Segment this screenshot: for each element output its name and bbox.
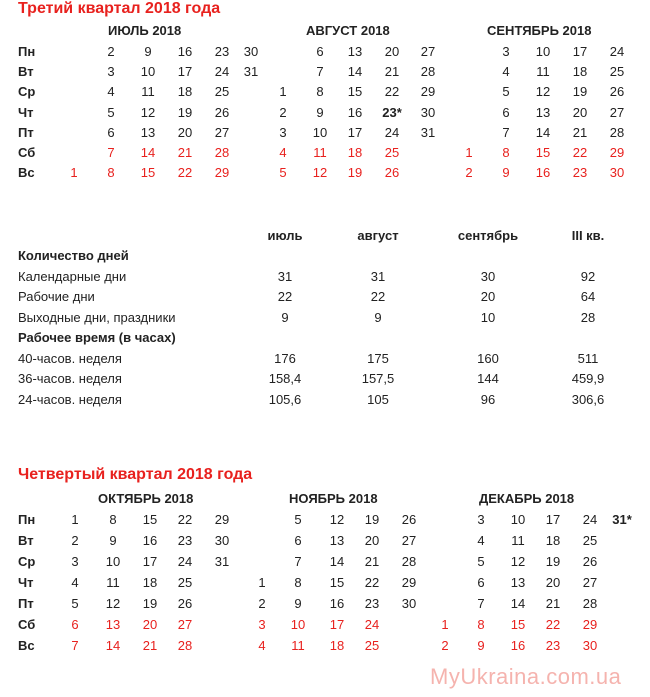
- stats-value: 30: [480, 268, 496, 284]
- day-cell: 2: [279, 104, 287, 120]
- day-cell: 2: [258, 596, 266, 611]
- day-cell: 26: [609, 84, 625, 100]
- stats-value: 92: [580, 268, 596, 284]
- day-cell: 18: [572, 64, 588, 80]
- day-cell: 21: [364, 554, 380, 569]
- stats-value: 9: [281, 309, 289, 325]
- day-cell: 8: [477, 617, 485, 632]
- day-cell: 6: [294, 533, 302, 548]
- day-label: Сб: [18, 145, 36, 160]
- day-cell: 18: [545, 533, 561, 548]
- day-cell: 28: [609, 124, 625, 140]
- day-cell: 15: [347, 84, 363, 100]
- day-cell: 25: [609, 64, 625, 80]
- day-label: Ср: [18, 84, 36, 100]
- day-cell: 11: [141, 84, 155, 100]
- day-cell: 27: [582, 575, 598, 590]
- day-cell: 6: [477, 575, 485, 590]
- day-cell: 24: [384, 124, 400, 140]
- day-label: Вт: [18, 533, 34, 548]
- day-cell: 2: [107, 44, 115, 59]
- day-label: Сб: [18, 617, 36, 632]
- day-cell: 20: [364, 533, 380, 548]
- day-cell: 31: [243, 64, 259, 80]
- day-cell: 20: [384, 44, 400, 59]
- day-cell: 1: [279, 84, 287, 100]
- stats-value: 175: [367, 350, 389, 366]
- day-cell: 14: [140, 145, 156, 160]
- day-cell: 7: [71, 638, 79, 653]
- month-title: АВГУСТ 2018: [306, 23, 390, 38]
- day-cell: 5: [279, 165, 287, 181]
- day-cell: 12: [140, 104, 156, 120]
- day-cell: 9: [502, 165, 510, 181]
- day-cell: 21: [384, 64, 400, 80]
- day-cell: 28: [420, 64, 436, 80]
- day-cell: 2: [441, 638, 449, 653]
- month-title: ДЕКАБРЬ 2018: [479, 491, 575, 506]
- day-cell: 13: [347, 44, 363, 59]
- day-cell: 2: [465, 165, 473, 181]
- day-cell: 22: [545, 617, 561, 632]
- day-cell: 26: [214, 104, 230, 120]
- day-cell: 10: [510, 512, 526, 527]
- day-cell: 31: [420, 124, 436, 140]
- day-cell: 5: [477, 554, 485, 569]
- day-cell: 23: [177, 533, 193, 548]
- day-cell: 21: [545, 596, 561, 611]
- day-cell: 28: [401, 554, 417, 569]
- day-cell: 22: [572, 145, 588, 160]
- stats-value: 160: [477, 350, 499, 366]
- day-cell: 16: [142, 533, 158, 548]
- day-cell: 15: [329, 575, 345, 590]
- day-cell: 10: [105, 554, 121, 569]
- stats-value: 306,6: [571, 391, 605, 407]
- day-cell: 13: [105, 617, 121, 632]
- day-cell: 10: [140, 64, 156, 80]
- day-cell: 29: [609, 145, 625, 160]
- month-title: ОКТЯБРЬ 2018: [98, 491, 194, 506]
- stats-col-header: III кв.: [571, 228, 605, 243]
- day-cell: 18: [329, 638, 345, 653]
- day-cell: 17: [177, 64, 193, 80]
- day-cell: 24: [609, 44, 625, 59]
- day-cell: 11: [106, 575, 120, 590]
- day-cell: 6: [316, 44, 324, 59]
- stats-value: 28: [580, 309, 596, 325]
- day-cell: 10: [312, 124, 328, 140]
- day-cell: 10: [535, 44, 551, 59]
- day-label: Пн: [18, 44, 36, 59]
- day-cell: 4: [502, 64, 510, 80]
- day-cell: 7: [316, 64, 324, 80]
- day-cell: 19: [142, 596, 158, 611]
- day-cell: 20: [545, 575, 561, 590]
- day-cell: 4: [71, 575, 79, 590]
- day-cell: 25: [582, 533, 598, 548]
- day-cell: 25: [364, 638, 380, 653]
- day-cell: 23*: [382, 104, 402, 120]
- day-cell: 15: [142, 512, 158, 527]
- stats-col-header: сентябрь: [457, 228, 519, 243]
- day-cell: 30: [420, 104, 436, 120]
- month-title: НОЯБРЬ 2018: [289, 491, 378, 506]
- day-cell: 22: [177, 512, 193, 527]
- day-cell: 12: [535, 84, 551, 100]
- day-cell: 22: [364, 575, 380, 590]
- day-cell: 7: [477, 596, 485, 611]
- month-title: СЕНТЯБРЬ 2018: [487, 23, 592, 38]
- day-cell: 5: [107, 104, 115, 120]
- day-cell: 16: [510, 638, 526, 653]
- day-cell: 1: [465, 145, 473, 160]
- stats-value: 158,4: [268, 371, 302, 386]
- stats-value: 511: [577, 350, 599, 366]
- day-label: Пт: [18, 596, 34, 611]
- day-cell: 22: [384, 84, 400, 100]
- day-label: Ср: [18, 554, 36, 569]
- day-cell: 9: [144, 44, 152, 59]
- day-cell: 13: [535, 104, 551, 120]
- day-cell: 18: [142, 575, 158, 590]
- day-cell: 2: [71, 533, 79, 548]
- stats-value: 96: [480, 391, 496, 407]
- day-cell: 26: [582, 554, 598, 569]
- day-label: Чт: [18, 104, 34, 120]
- day-cell: 26: [384, 165, 400, 181]
- day-cell: 11: [313, 145, 327, 160]
- day-cell: 8: [502, 145, 510, 160]
- day-cell: 1: [258, 575, 266, 590]
- day-cell: 1: [441, 617, 449, 632]
- day-cell: 23: [572, 165, 588, 181]
- day-cell: 3: [279, 124, 287, 140]
- day-cell: 19: [364, 512, 380, 527]
- stats-row-label: Рабочие дни: [18, 289, 95, 304]
- stats-row-label: Выходные дни, праздники: [18, 309, 176, 325]
- day-cell: 16: [347, 104, 363, 120]
- day-cell: 24: [364, 617, 380, 632]
- day-cell: 1: [70, 165, 78, 181]
- day-cell: 30: [401, 596, 417, 611]
- day-cell: 10: [290, 617, 306, 632]
- stats-row-label: 36-часов. неделя: [18, 371, 122, 386]
- day-cell: 20: [142, 617, 158, 632]
- day-cell: 21: [142, 638, 158, 653]
- stats-col-header: июль: [267, 228, 303, 243]
- month-title: ИЮЛЬ 2018: [108, 23, 182, 38]
- day-cell: 12: [105, 596, 121, 611]
- stats-value: 31: [370, 268, 386, 284]
- day-cell: 20: [572, 104, 588, 120]
- day-label: Вс: [18, 165, 35, 181]
- stats-value: 64: [580, 289, 596, 304]
- day-cell: 31: [214, 554, 230, 569]
- day-cell: 16: [177, 44, 193, 59]
- day-cell: 17: [329, 617, 345, 632]
- day-cell: 14: [105, 638, 121, 653]
- day-cell: 25: [177, 575, 193, 590]
- day-cell: 21: [177, 145, 193, 160]
- day-cell: 27: [609, 104, 625, 120]
- day-cell: 29: [214, 165, 230, 181]
- day-cell: 5: [71, 596, 79, 611]
- day-cell: 14: [347, 64, 363, 80]
- day-cell: 29: [420, 84, 436, 100]
- stats-value: 9: [374, 309, 382, 325]
- day-cell: 8: [109, 512, 117, 527]
- day-cell: 15: [510, 617, 526, 632]
- day-cell: 4: [477, 533, 485, 548]
- day-cell: 29: [214, 512, 230, 527]
- stats-value: 176: [274, 350, 296, 366]
- day-cell: 28: [582, 596, 598, 611]
- day-cell: 29: [401, 575, 417, 590]
- day-cell: 30: [214, 533, 230, 548]
- day-cell: 23: [545, 638, 561, 653]
- day-cell: 3: [502, 44, 510, 59]
- day-cell: 5: [502, 84, 510, 100]
- stats-row-label: 24-часов. неделя: [18, 391, 122, 407]
- day-cell: 11: [536, 64, 550, 80]
- day-cell: 26: [401, 512, 417, 527]
- q4-title: Четвертый квартал 2018 года: [18, 466, 253, 483]
- day-cell: 17: [545, 512, 561, 527]
- day-cell: 31*: [612, 512, 632, 527]
- day-cell: 27: [177, 617, 193, 632]
- day-cell: 27: [214, 124, 230, 140]
- day-cell: 22: [177, 165, 193, 181]
- day-label: Вт: [18, 64, 34, 80]
- day-cell: 13: [510, 575, 526, 590]
- day-cell: 30: [243, 44, 259, 59]
- day-cell: 23: [214, 44, 230, 59]
- day-cell: 19: [177, 104, 193, 120]
- stats-value: 22: [370, 289, 386, 304]
- day-cell: 7: [502, 124, 510, 140]
- day-cell: 15: [535, 145, 551, 160]
- day-cell: 6: [502, 104, 510, 120]
- day-cell: 9: [109, 533, 117, 548]
- stats-value: 157,5: [361, 371, 395, 386]
- day-cell: 19: [572, 84, 588, 100]
- day-cell: 12: [329, 512, 345, 527]
- day-cell: 5: [294, 512, 302, 527]
- stats-value: 105,6: [268, 391, 302, 407]
- day-label: Пт: [18, 124, 34, 140]
- day-cell: 21: [572, 124, 588, 140]
- day-cell: 9: [477, 638, 485, 653]
- day-cell: 28: [177, 638, 193, 653]
- day-cell: 15: [140, 165, 156, 181]
- stats-col-header: август: [357, 228, 399, 243]
- day-cell: 26: [177, 596, 193, 611]
- day-label: Пн: [18, 512, 36, 527]
- stats-row-label: Количество дней: [18, 248, 129, 263]
- day-cell: 4: [107, 84, 115, 100]
- day-cell: 11: [511, 533, 525, 548]
- day-cell: 24: [214, 64, 230, 80]
- stats-value: 10: [480, 309, 496, 325]
- day-cell: 18: [347, 145, 363, 160]
- day-cell: 3: [477, 512, 485, 527]
- day-cell: 14: [329, 554, 345, 569]
- day-cell: 17: [142, 554, 158, 569]
- stats-row-label: Календарные дни: [18, 268, 127, 284]
- day-cell: 24: [582, 512, 598, 527]
- day-cell: 3: [71, 554, 79, 569]
- day-cell: 25: [214, 84, 230, 100]
- day-cell: 13: [140, 124, 156, 140]
- stats-value: 31: [277, 268, 293, 284]
- day-cell: 30: [609, 165, 625, 181]
- stats-value: 22: [277, 289, 293, 304]
- stats-value: 144: [477, 371, 499, 386]
- day-cell: 7: [107, 145, 115, 160]
- q3-title: Третий квартал 2018 года: [18, 0, 221, 17]
- day-cell: 7: [294, 554, 302, 569]
- day-cell: 30: [582, 638, 598, 653]
- day-cell: 12: [312, 165, 328, 181]
- day-cell: 3: [107, 64, 115, 80]
- day-cell: 3: [258, 617, 266, 632]
- day-cell: 16: [535, 165, 551, 181]
- day-cell: 6: [71, 617, 79, 632]
- day-cell: 16: [329, 596, 345, 611]
- day-cell: 14: [535, 124, 551, 140]
- day-cell: 17: [347, 124, 363, 140]
- day-cell: 12: [510, 554, 526, 569]
- day-cell: 19: [545, 554, 561, 569]
- stats-value: 105: [367, 391, 389, 407]
- day-cell: 27: [420, 44, 436, 59]
- day-cell: 13: [329, 533, 345, 548]
- day-cell: 18: [177, 84, 193, 100]
- day-cell: 19: [347, 165, 363, 181]
- day-cell: 1: [71, 512, 79, 527]
- day-cell: 11: [291, 638, 305, 653]
- day-cell: 24: [177, 554, 193, 569]
- day-cell: 4: [258, 638, 266, 653]
- day-cell: 4: [279, 145, 287, 160]
- day-cell: 6: [107, 124, 115, 140]
- stats-value: 459,9: [571, 371, 605, 386]
- day-cell: 9: [316, 104, 324, 120]
- day-cell: 9: [294, 596, 302, 611]
- watermark: MyUkraina.com.ua: [430, 664, 622, 689]
- day-cell: 8: [107, 165, 115, 181]
- day-label: Чт: [18, 575, 34, 590]
- day-label: Вс: [18, 638, 35, 653]
- stats-value: 20: [480, 289, 496, 304]
- day-cell: 8: [316, 84, 324, 100]
- day-cell: 17: [572, 44, 588, 59]
- stats-row-label: Рабочее время (в часах): [18, 330, 176, 345]
- stats-row-label: 40-часов. неделя: [18, 350, 122, 366]
- day-cell: 23: [364, 596, 380, 611]
- day-cell: 20: [177, 124, 193, 140]
- day-cell: 8: [294, 575, 302, 590]
- day-cell: 14: [510, 596, 526, 611]
- day-cell: 29: [582, 617, 598, 632]
- day-cell: 27: [401, 533, 417, 548]
- day-cell: 28: [214, 145, 230, 160]
- day-cell: 25: [384, 145, 400, 160]
